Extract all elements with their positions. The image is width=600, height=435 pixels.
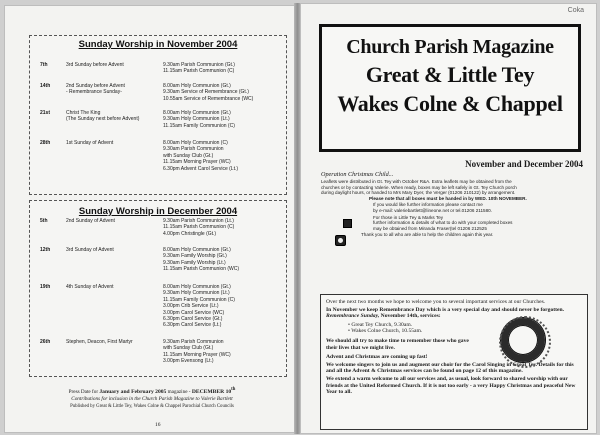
service-times: 8.00am Holy Communion (C) 9.30am Parish Communion with Sunday Club (Gt.) 11.15am Morning Prayer (WC) 6.30pm Advent Carol Service (Lt.) — [163, 140, 239, 172]
service-date: 19th — [40, 284, 51, 290]
masthead-line-3: Wakes Colne & Chappel — [337, 91, 563, 116]
operation-christmas-child — [321, 172, 589, 238]
notice-intro: Over the next two months we hope to welcome you to several important services at our Churches. — [326, 299, 546, 305]
masthead-line-2: Great & Little Tey — [365, 62, 535, 87]
occ-tey-line: further information & details of what to do with your completed boxes — [373, 220, 513, 226]
sunday-name: 3rd Sunday of Advent — [66, 247, 114, 253]
service-times: 9.30am Parish Communion (Gt.) 11.15am Parish Communion (C) — [163, 62, 235, 75]
service-date: 21st — [40, 110, 51, 116]
masthead-line-1: Church Parish Magazine — [346, 36, 554, 58]
service-times: 8.00am Holy Communion (Gt.) 9.30am Family Worship (Gt.) 9.30am Family Worship (Lt.) 11.15am Parish Communion (WC) — [163, 247, 240, 273]
press-date-notice — [17, 386, 287, 410]
service-times: 9.30am Parish Communion (Lt.) 11.15am Parish Communion (C) 4.00pm Christingle (Gt.) — [163, 218, 235, 237]
occ-deadline: Please note that all boxes must be handed in by WED. 10th NOVEMBER. — [369, 196, 527, 202]
sunday-name: 4th Sunday of Advent — [66, 284, 114, 290]
sunday-name: Stephen, Deacon, First Martyr — [66, 339, 133, 345]
remember-paragraph: We should all try to make time to remember those who gave their lives that we might live. — [326, 337, 469, 351]
issue-date: November and December 2004 — [465, 159, 583, 169]
december-worship-box — [29, 200, 287, 377]
advent-heading: Advent and Christmas are coming up fast! — [326, 354, 428, 361]
press-date-line: Press Date for January and February 2005 magazine - DECEMBER 10th — [68, 387, 236, 395]
welcome-notice-box — [320, 294, 588, 430]
sunday-name: 1st Sunday of Advent — [66, 140, 114, 146]
gift-box-icon — [335, 235, 346, 246]
occ-contact-line: If you would like further information please contact me — [373, 201, 483, 207]
occ-thanks: Thank you to all who are able to help the children again this year. — [361, 231, 494, 237]
november-title: Sunday Worship in November 2004 — [78, 39, 238, 50]
sunday-name: 3rd Sunday before Advent — [66, 62, 124, 68]
service-date: 28th — [40, 140, 51, 146]
occ-line: churches or by contacting Valerie. When ready, boxes may be left safely in Gt. Tey Church porch — [321, 184, 517, 190]
occ-line: during daylight hours, or handed to Mrs Mary Dyer, the Verger (01206 210122) by arrangement. — [321, 190, 516, 196]
sunday-name: 2nd Sunday of Advent — [66, 218, 115, 224]
handwritten-note: Coka — [567, 7, 584, 14]
december-title: Sunday Worship in December 2004 — [78, 206, 238, 217]
service-date: 5th — [40, 218, 48, 224]
service-date: 14th — [40, 83, 51, 89]
service-times: 8.00am Holy Communion (Gt.) 9.30am Service of Remembrance (Gt.) 10.55am Service of Remembrance (WC) — [163, 83, 254, 102]
service-date: 26th — [40, 339, 51, 345]
left-page — [4, 5, 295, 433]
contributions-line: Contributions for inclusion in the Church Parish Magazine to Valerie Bartlett — [71, 395, 233, 402]
gift-box-icon — [343, 219, 352, 228]
magazine-masthead — [319, 24, 581, 152]
november-worship-box — [29, 35, 287, 195]
occ-contact-line: by e-mail: valeriebartlett@lineone.net or tel.01206 211580. — [373, 207, 492, 213]
occ-tey-line: may be obtained from Miranda Fraser(tel 01206 212525 — [373, 226, 487, 232]
singers-paragraph: We welcome singers to join us and augment our choir for the Carol Singing in Great Tey. Details for this and all the Advent & Christmas services can be found on page 12 of this magazine. — [326, 361, 574, 375]
welcome-paragraph: We extend a warm welcome to all our services and, as usual, look forward to shared worship with our friends at the United Reformed Church. If it is not too early - a very Happy Christmas and peaceful New Year to all. — [326, 375, 576, 396]
occ-line: Leaflets were distributed in Gt. Tey with October R&A. Extra leaflets may be obtained from the — [321, 178, 512, 184]
remembrance-paragraph: In November we keep Remembrance Day which is a very special day and should never be forgotten. Remembrance Sunday, November 14th, services: — [326, 306, 564, 320]
sunday-name: 2nd Sunday before Advent - Remembrance Sunday- — [66, 83, 125, 96]
sunday-name: Christ The King (The Sunday next before Advent) — [66, 110, 140, 123]
service-times: 8.00am Holy Communion (Gt.) 9.30am Holy Communion (Lt.) 11.15am Family Communion (C) 3.00pm Crib Service (Lt.) 3.00pm Carol Service (WC) 6.30pm Carol Service (Gt.) 6.30pm Carol Service (Lt.) — [163, 284, 235, 329]
list-item: • Wakes Colne Church, 10.55am. — [348, 328, 582, 335]
publisher-line: Published by Great & Little Tey, Wakes Colne & Chappel Parochial Church Councils — [70, 403, 234, 409]
page-number: 16 — [155, 422, 161, 428]
service-times: 8.00am Holy Communion (Gt.) 9.30am Holy Communion (Lt.) 11.15am Family Communion (C) — [163, 110, 235, 129]
right-page — [300, 3, 597, 434]
list-item: • Great Tey Church, 9.30am. — [348, 322, 582, 329]
service-date: 12th — [40, 247, 51, 253]
occ-heading: Operation Christmas Child... — [321, 171, 394, 178]
service-date: 7th — [40, 62, 48, 68]
service-times: 9.30am Parish Communion with Sunday Club (Gt.) 11.15am Morning Prayer (WC) 3.00pm Evensong (Lt.) — [163, 339, 231, 365]
occ-tey-line: For those in Little Tey & Marks Tey — [373, 214, 444, 220]
wreath-icon — [501, 318, 545, 362]
